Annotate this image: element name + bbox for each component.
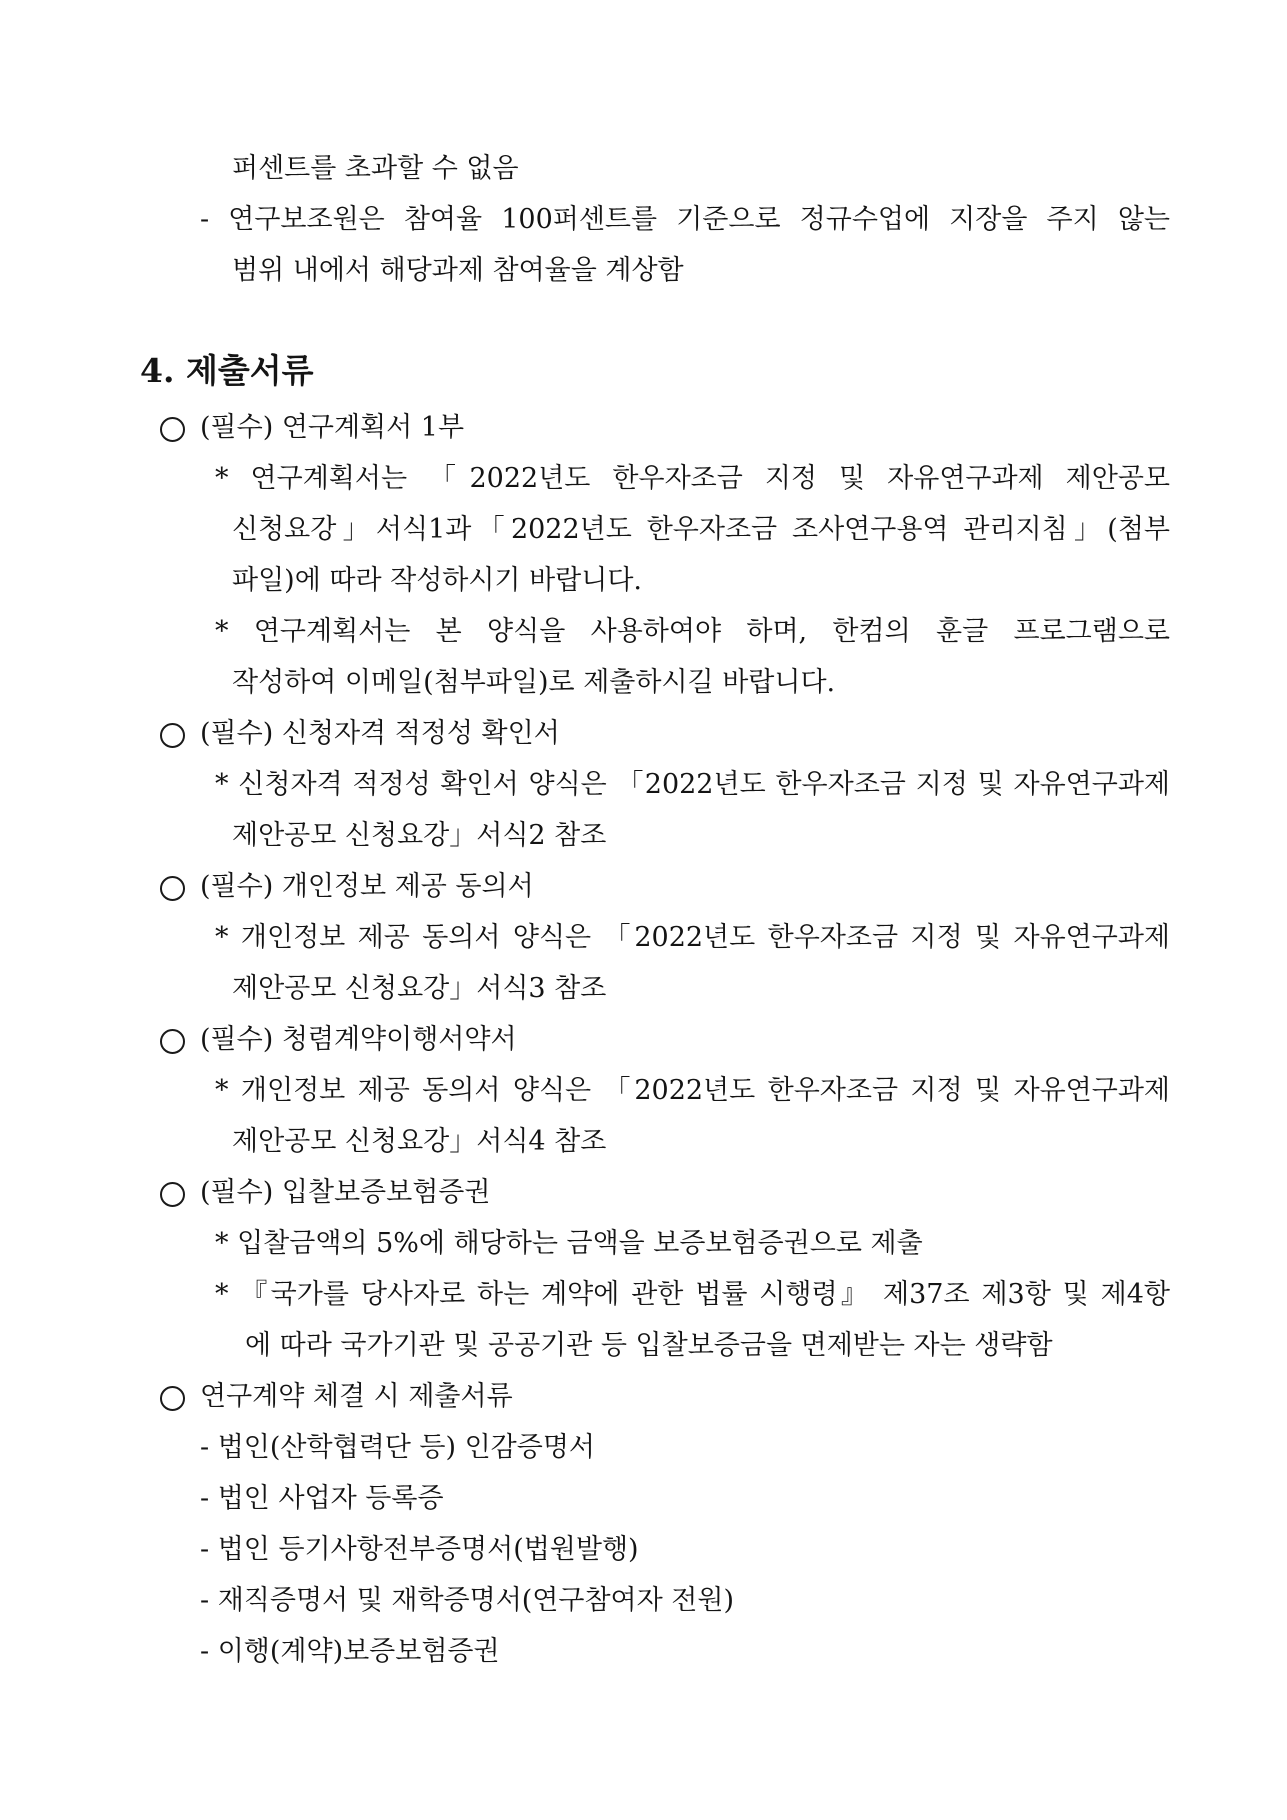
list-item: (필수) 청렴계약이행서약서: [200, 1024, 517, 1055]
note-line: * 연구계획서는 「2022년도 한우자조금 지정 및 자유연구과제 제안공모: [215, 463, 1170, 494]
circle-bullet-icon: [160, 1386, 185, 1411]
note-line: * 신청자격 적정성 확인서 양식은 「2022년도 한우자조금 지정 및 자유연구과제: [215, 769, 1170, 800]
note-line: 파일)에 따라 작성하시기 바랍니다.: [232, 565, 643, 596]
note-line: 작성하여 이메일(첨부파일)로 제출하시길 바랍니다.: [232, 667, 836, 698]
section-heading: 4. 제출서류: [140, 351, 314, 390]
dash-item: - 법인(산학협력단 등) 인감증명서: [200, 1432, 596, 1463]
list-item: (필수) 개인정보 제공 동의서: [200, 871, 534, 902]
text-line: 퍼센트를 초과할 수 없음: [232, 153, 519, 184]
note-line: 제안공모 신청요강」서식2 참조: [232, 820, 607, 851]
note-line: * 개인정보 제공 동의서 양식은 「2022년도 한우자조금 지정 및 자유연구과제: [215, 922, 1170, 953]
text-line: 범위 내에서 해당과제 참여율을 계상함: [232, 255, 684, 286]
note-line: 에 따라 국가기관 및 공공기관 등 입찰보증금을 면제받는 자는 생략함: [245, 1330, 1053, 1361]
list-item: 연구계약 체결 시 제출서류: [200, 1381, 513, 1412]
dash-item: - 법인 등기사항전부증명서(법원발행): [200, 1534, 639, 1565]
note-line: * 개인정보 제공 동의서 양식은 「2022년도 한우자조금 지정 및 자유연구과제: [215, 1075, 1170, 1106]
dash-item: - 재직증명서 및 재학증명서(연구참여자 전원): [200, 1585, 734, 1616]
circle-bullet-icon: [160, 1182, 185, 1207]
list-item: (필수) 연구계획서 1부: [200, 412, 465, 443]
note-line: * 『국가를 당사자로 하는 계약에 관한 법률 시행령』 제37조 제3항 및 제4항: [215, 1279, 1170, 1310]
circle-bullet-icon: [160, 876, 185, 901]
text-line: - 연구보조원은 참여율 100퍼센트를 기준으로 정규수업에 지장을 주지 않는: [200, 204, 1170, 235]
list-item: (필수) 신청자격 적정성 확인서: [200, 718, 560, 749]
list-item: (필수) 입찰보증보험증권: [200, 1177, 491, 1208]
note-line: 신청요강」서식1과「2022년도 한우자조금 조사연구용역 관리지침」(첨부: [232, 514, 1170, 545]
circle-bullet-icon: [160, 1029, 185, 1054]
dash-item: - 이행(계약)보증보험증권: [200, 1636, 500, 1667]
note-line: 제안공모 신청요강」서식4 참조: [232, 1126, 607, 1157]
note-line: * 입찰금액의 5%에 해당하는 금액을 보증보험증권으로 제출: [215, 1228, 923, 1259]
circle-bullet-icon: [160, 417, 185, 442]
note-line: * 연구계획서는 본 양식을 사용하여야 하며, 한컴의 훈글 프로그램으로: [215, 616, 1170, 647]
circle-bullet-icon: [160, 723, 185, 748]
note-line: 제안공모 신청요강」서식3 참조: [232, 973, 607, 1004]
dash-item: - 법인 사업자 등록증: [200, 1483, 444, 1514]
